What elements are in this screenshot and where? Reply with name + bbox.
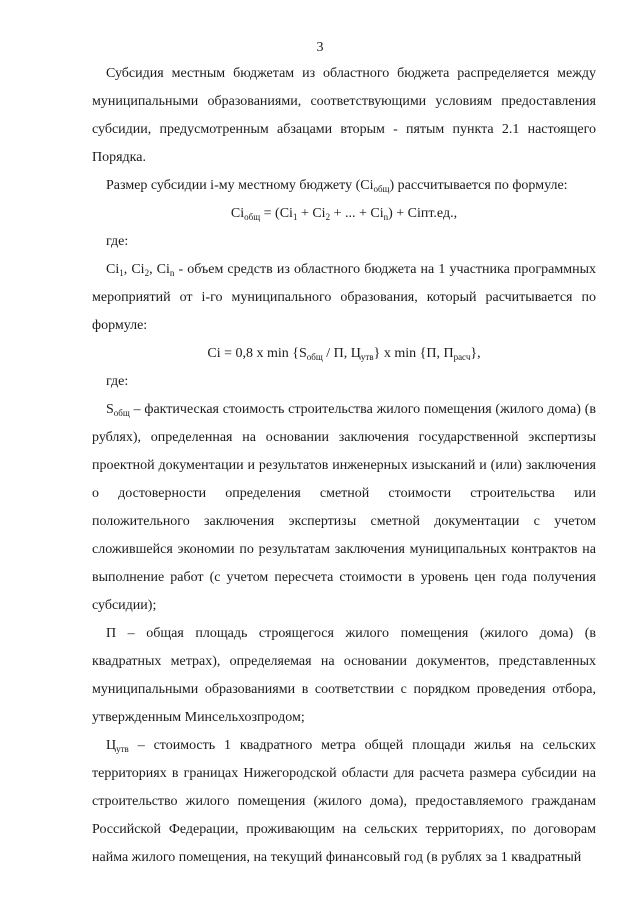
formula-part: / П, Ц bbox=[322, 346, 361, 361]
text-fragment: , Ci bbox=[123, 262, 145, 277]
subscript: n bbox=[383, 212, 389, 222]
text-fragment: - объем средств из областного бюджета на 1 участника программных мероприятий от i-го муниципального образования, который расчитывается по формуле: bbox=[92, 262, 596, 333]
text-fragment: ) рассчитывается по формуле: bbox=[389, 178, 568, 193]
paragraph-c-utv-definition bbox=[92, 732, 596, 872]
text-fragment: – стоимость 1 квадратного метра общей площади жилья на сельских территориях в границах Нижегородской области для расчета размера субсидии на строительство жилого помещения (жилого дома), предоставляемого гражданам Российской Федерации, проживающим на сельских территориях, по договорам найма жилого помещения, на текущий финансовый год (в рублях за 1 квадратный bbox=[92, 738, 596, 865]
subscript: общ bbox=[373, 184, 390, 194]
subscript: n bbox=[169, 268, 175, 278]
formula-part: ) + Ciпт.ед., bbox=[388, 206, 458, 221]
subscript: общ bbox=[306, 352, 323, 362]
text-fragment: Ц bbox=[106, 738, 117, 753]
formula-part: }, bbox=[470, 346, 481, 361]
paragraph-s-obsh-definition bbox=[92, 396, 596, 620]
subscript: расч bbox=[453, 352, 471, 362]
subscript: общ bbox=[244, 212, 261, 222]
paragraph-subsidy-size bbox=[92, 172, 596, 200]
formula-part: Ci bbox=[230, 206, 245, 221]
paragraph-p-definition: П – общая площадь строящегося жилого помещения (жилого дома) (в квадратных метрах), определяемая на основании документов, представленных муниципальными образованиями в соответствии с порядком проведения отбора, утвержденным Минсельхозпродом; bbox=[92, 626, 596, 725]
formula-ci bbox=[92, 340, 596, 368]
where-label: где: bbox=[106, 374, 129, 389]
formula-part: + Ci bbox=[297, 206, 326, 221]
formula-part: = (Ci bbox=[260, 206, 293, 221]
subscript: общ bbox=[113, 408, 130, 418]
paragraph-subsidy-distribution: Субсидия местным бюджетам из областного бюджета распределяется между муниципальными образованиями, соответствующими условиям предоставления субсидии, предусмотренным абзацами вторым - пятым пункта 2.1 настоящего Порядка. bbox=[92, 66, 596, 165]
paragraph-ci-definition bbox=[92, 256, 596, 340]
formula-part: } x min {П, П bbox=[373, 346, 454, 361]
subscript: 1 bbox=[292, 212, 298, 222]
text-fragment: – фактическая стоимость строительства жилого помещения (жилого дома) (в рублях), определенная на основании заключения государственной экспертизы проектной документации и результатов инженерных изысканий и (или) заключения о достоверности определения сметной стоимости строительства или положительного заключения экспертизы сметной документации с учетом сложившейся экономии по результатам заключения муниципальных контрактов на выполнение работ (с учетом пересчета стоимости в уровень цен года получения субсидии); bbox=[92, 402, 596, 613]
subscript: утв bbox=[360, 352, 374, 362]
page-number: 3 bbox=[316, 40, 324, 55]
subscript: утв bbox=[116, 744, 129, 754]
document-body bbox=[92, 60, 596, 872]
text-fragment: Ci bbox=[106, 262, 120, 277]
subscript: 1 bbox=[119, 268, 124, 278]
formula-part: Ci = 0,8 x min {S bbox=[207, 346, 307, 361]
formula-part: + ... + Ci bbox=[330, 206, 384, 221]
text-fragment: Размер субсидии i-му местному бюджету (Ci bbox=[106, 178, 374, 193]
text-fragment: , Ci bbox=[149, 262, 170, 277]
where-label: где: bbox=[106, 234, 129, 249]
text-fragment: S bbox=[106, 402, 114, 417]
formula-total bbox=[92, 200, 596, 228]
subscript: 2 bbox=[144, 268, 150, 278]
subscript: 2 bbox=[325, 212, 331, 222]
